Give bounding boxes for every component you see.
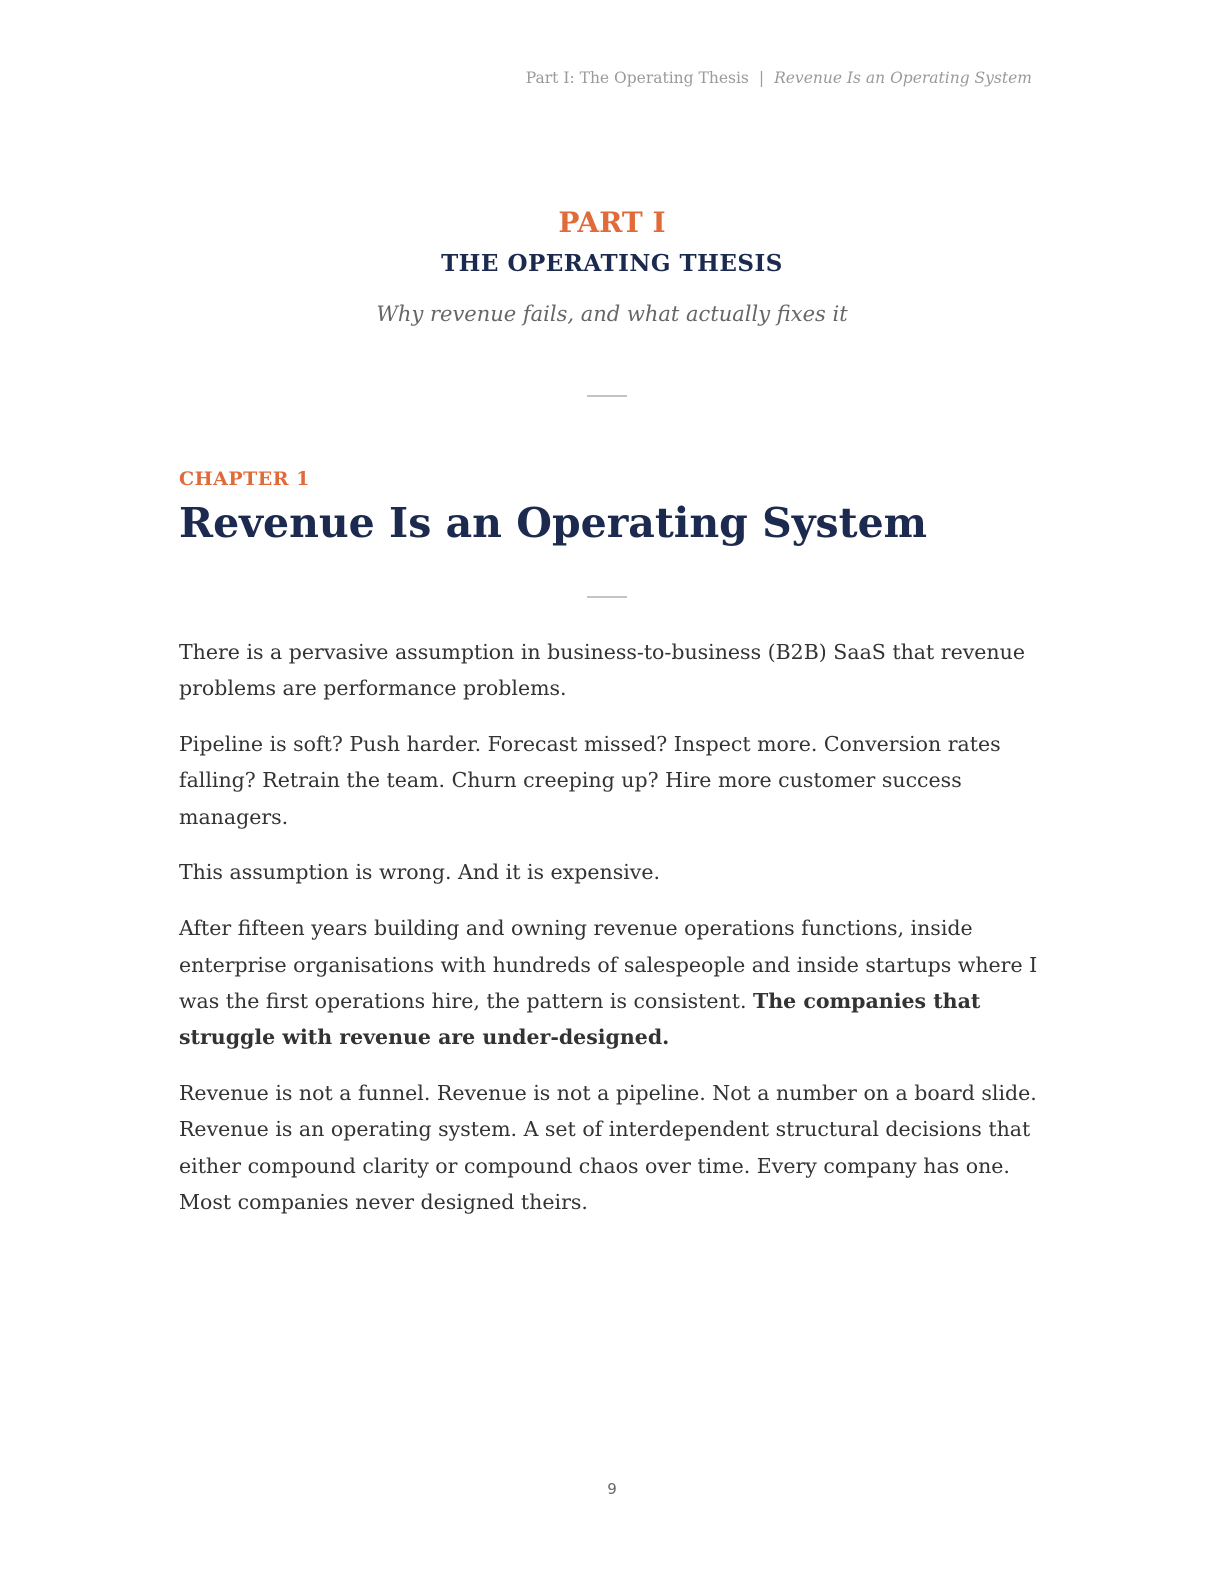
part-title: THE OPERATING THESIS: [441, 250, 783, 277]
part-subtitle: Why revenue fails, and what actually fixes it: [376, 302, 848, 326]
body-paragraph: [179, 910, 1039, 1055]
body-paragraph: There is a pervasive assumption in business-to-business (B2B) SaaS that revenue problems are performance problems.: [179, 640, 1025, 701]
running-head: [526, 69, 1032, 87]
body-paragraph-text: After fifteen years building and owning revenue operations functions, inside enterprise organisations with hundreds of salespeople and inside startups where I was the first operations hire, the pattern is consistent.: [179, 916, 1038, 1013]
chapter-body: [179, 634, 1039, 1240]
chapter-title: Revenue Is an Operating System: [179, 499, 928, 547]
section-divider: [587, 395, 627, 397]
running-head-separator: |: [758, 69, 765, 87]
page-number: 9: [607, 1480, 617, 1498]
running-head-part: Part I: The Operating Thesis: [525, 69, 749, 87]
part-label: PART I: [558, 206, 666, 239]
body-paragraph: Revenue is not a funnel. Revenue is not a pipeline. Not a number on a board slide. Revenue is an operating system. A set of interdependent structural decisions that either compound clarity or compound chaos over time. Every company has one. Most companies never designed theirs.: [179, 1080, 1037, 1214]
part-heading-block: [0, 203, 1224, 329]
chapter-divider: [587, 596, 627, 598]
body-paragraph: Pipeline is soft? Push harder. Forecast missed? Inspect more. Conversion rates falling? Retrain the team. Churn creeping up? Hire more customer success managers.: [179, 732, 1001, 829]
running-head-book-title: Revenue Is an Operating System: [774, 69, 1032, 87]
emphasis-statement: The companies that struggle with revenue are under-designed.: [179, 988, 981, 1050]
body-paragraph: This assumption is wrong. And it is expensive.: [179, 860, 660, 885]
chapter-label: CHAPTER 1: [179, 468, 310, 490]
